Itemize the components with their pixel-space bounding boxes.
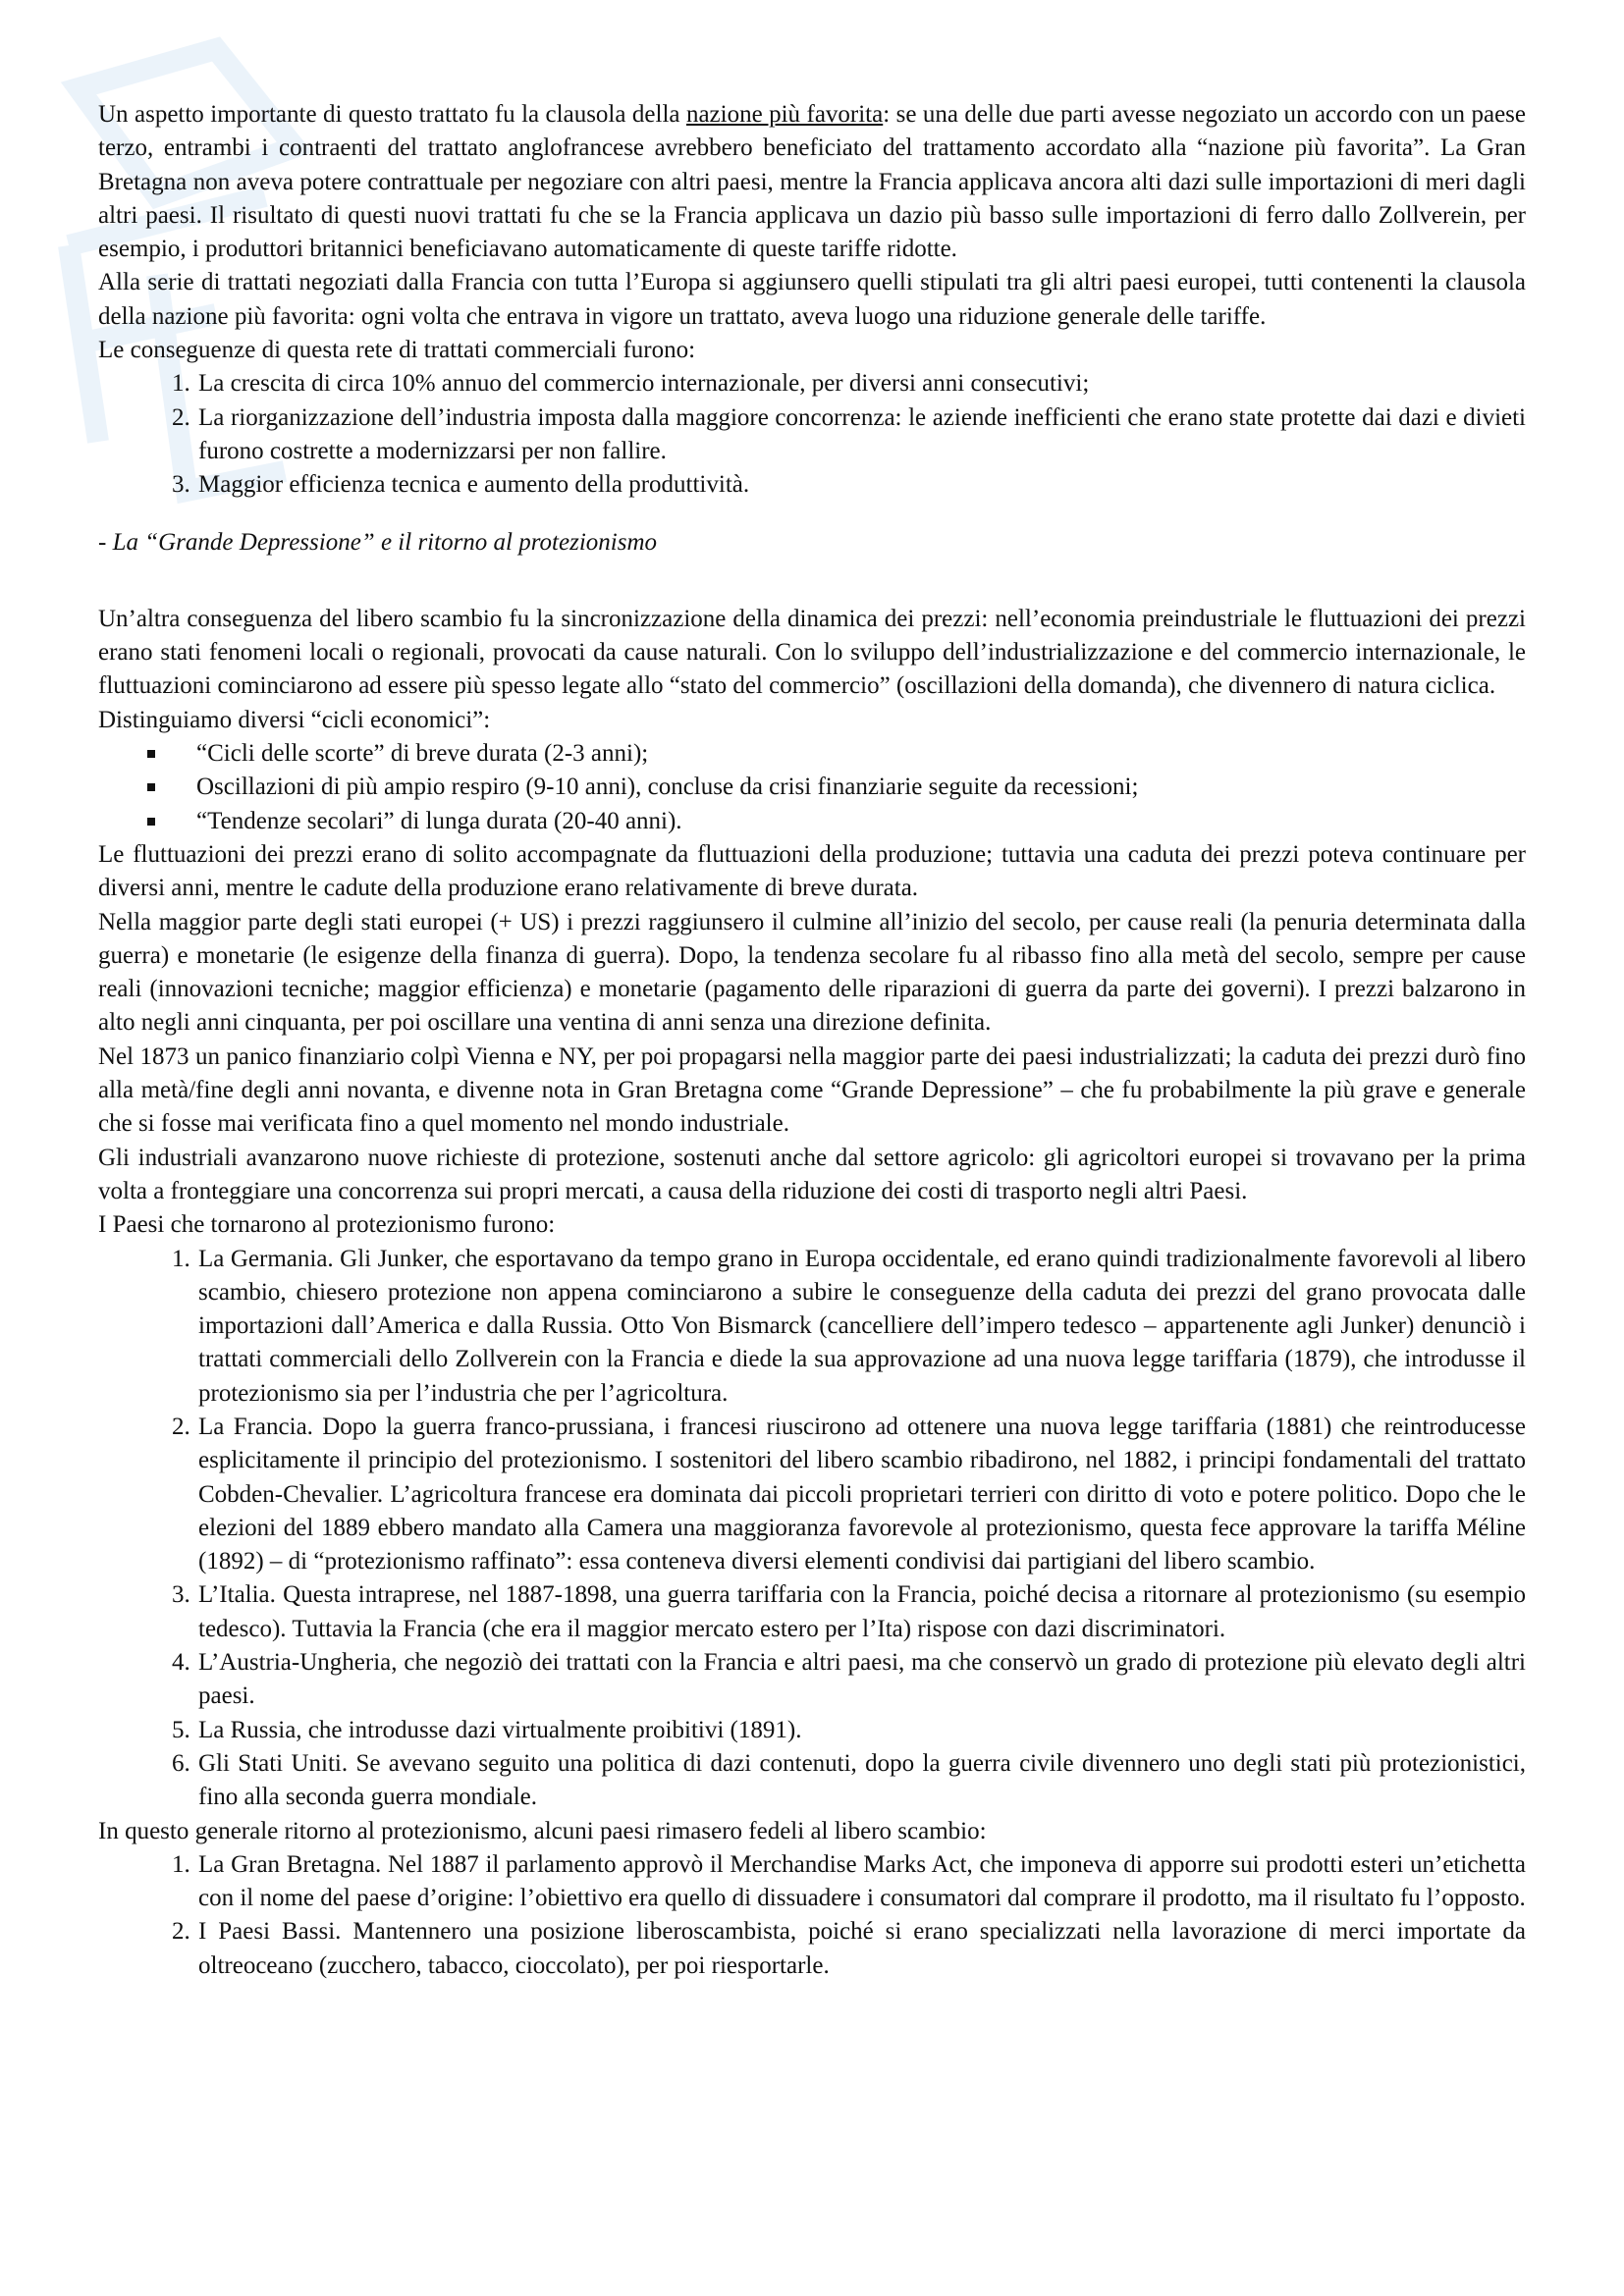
- document-page: [98, 98, 1526, 1983]
- underlined-term: nazione più favorita: [685, 101, 884, 128]
- section-heading: - La “Grande Depressione” e il ritorno al protezionismo: [98, 528, 657, 556]
- list-item: “Cicli delle scorte” di breve durata (2-3 anni);: [196, 737, 1526, 771]
- paragraph: Alla serie di trattati negoziati dalla Francia con tutta l’Europa si aggiunsero quelli stipulati tra gli altri paesi europei, tutti contenenti la clausola della nazione più favorita: ogni volta che entrava in vigore un trattato, aveva luogo una riduzione generale delle tariffe.: [98, 269, 1526, 330]
- list-item: 5. La Russia, che introdusse dazi virtualmente proibitivi (1891).: [196, 1714, 1526, 1747]
- numbered-list: [98, 1243, 1526, 1815]
- list-item: “Tendenze secolari” di lunga durata (20-40 anni).: [196, 805, 1526, 838]
- paragraph: Distinguiamo diversi “cicli economici”:: [98, 706, 491, 733]
- paragraph: Gli industriali avanzarono nuove richieste di protezione, sostenuti anche dal settore agricolo: gli agricoltori europei si trovavano per la prima volta a fronteggiare una concorrenza sui propri mercati, a causa della riduzione dei costi di trasporto negli altri Paesi.: [98, 1144, 1526, 1204]
- numbered-list: [98, 367, 1526, 502]
- list-item: 3. L’Italia. Questa intraprese, nel 1887-1898, una guerra tariffaria con la Francia, poiché decisa a ritornare al protezionismo (su esempio tedesco). Tuttavia la Francia (che era il maggior mercato estero per l’Ita) rispose con dazi discriminatori.: [196, 1578, 1526, 1646]
- list-item: 2. La riorganizzazione dell’industria imposta dalla maggiore concorrenza: le aziende inefficienti che erano state protette dai dazi e divieti furono costrette a modernizzarsi per non fallire.: [196, 401, 1526, 469]
- list-item: Oscillazioni di più ampio respiro (9-10 anni), concluse da crisi finanziarie seguite da recessioni;: [196, 771, 1526, 804]
- bullet-list: [98, 737, 1526, 838]
- list-item: 4. L’Austria-Ungheria, che negoziò dei trattati con la Francia e altri paesi, ma che conservò un grado di protezione più elevato degli altri paesi.: [196, 1646, 1526, 1714]
- list-item: 3. Maggior efficienza tecnica e aumento della produttività.: [196, 468, 1526, 502]
- list-item: 1. La Germania. Gli Junker, che esportavano da tempo grano in Europa occidentale, ed erano quindi tradizionalmente favorevoli al libero scambio, chiesero protezione non appena cominciarono a subire le conseguenze della caduta dei prezzi del grano provocata dalle importazioni dall’America e dalla Russia. Otto Von Bismarck (cancelliere dell’impero tedesco – appartenente agli Junker) denunciò i trattati commerciali dello Zollverein con la Francia e diede la sua approvazione ad una nuova legge tariffaria (1879), che introdusse il protezionismo sia per l’industria che per l’agricoltura.: [196, 1243, 1526, 1411]
- paragraph: Le fluttuazioni dei prezzi erano di solito accompagnate da fluttuazioni della produzione; tuttavia una caduta dei prezzi poteva continuare per diversi anni, mentre le cadute della produzione erano relativamente di breve durata.: [98, 840, 1526, 902]
- list-item: 1. La crescita di circa 10% annuo del commercio internazionale, per diversi anni consecutivi;: [196, 367, 1526, 400]
- paragraph: Nella maggior parte degli stati europei (+ US) i prezzi raggiunsero il culmine all’inizio del secolo, per cause reali (la penuria determinata dalla guerra) e monetarie (le esigenze della finanza di guerra). Dopo, la tendenza secolare fu al ribasso fino alla metà del secolo, sempre per cause reali (innovazioni tecniche; maggior efficienza) e monetarie (pagamento delle riparazioni di guerra da parte dei governi). I prezzi balzarono in alto negli anni cinquanta, per poi oscillare una ventina di anni senza una direzione definita.: [98, 908, 1526, 1037]
- list-item: 6. Gli Stati Uniti. Se avevano seguito una politica di dazi contenuti, dopo la guerra civile divennero uno degli stati più protezionistici, fino alla seconda guerra mondiale.: [196, 1747, 1526, 1815]
- list-item: 2. La Francia. Dopo la guerra franco-prussiana, i francesi riuscirono ad ottenere una nuova legge tariffaria (1881) che reintroducesse esplicitamente il principio del protezionismo. I sostenitori del libero scambio ribadirono, nel 1882, i principi fondamentali del trattato Cobden-Chevalier. L’agricoltura francese era dominata dai piccoli proprietari terrieri con diritto di voto e potere politico. Dopo che le elezioni del 1889 ebbero mandato alla Camera una maggioranza favorevole al protezionismo, questa fece approvare la tariffa Méline (1892) – di “protezionismo raffinato”: essa conteneva diversi elementi condivisi dai partigiani del libero scambio.: [196, 1411, 1526, 1578]
- paragraph: Le conseguenze di questa rete di trattati commerciali furono:: [98, 337, 696, 364]
- paragraph: Nel 1873 un panico finanziario colpì Vienna e NY, per poi propagarsi nella maggior parte dei paesi industrializzati; la caduta dei prezzi durò fino alla metà/fine degli anni novanta, e divenne nota in Gran Bretagna come “Grande Depressione” – che fu probabilmente la più grave e generale che si fosse mai verificata fino a quel momento nel mondo industriale.: [98, 1042, 1526, 1138]
- paragraph: Un’altra conseguenza del libero scambio fu la sincronizzazione della dinamica dei prezzi: nell’economia preindustriale le fluttuazioni dei prezzi erano stati fenomeni locali o regionali, provocati da cause naturali. Con lo sviluppo dell’industrializzazione e del commercio internazionale, le fluttuazioni cominciarono ad essere più spesso legate allo “stato del commercio” (oscillazioni della domanda), che divennero di natura ciclica.: [98, 605, 1526, 700]
- list-item: 2. I Paesi Bassi. Mantennero una posizione liberoscambista, poiché si erano specializzati nella lavorazione di merci importate da oltreoceano (zucchero, tabacco, cioccolato), per poi riesportarle.: [196, 1915, 1526, 1983]
- paragraph: In questo generale ritorno al protezionismo, alcuni paesi rimasero fedeli al libero scambio:: [98, 1817, 987, 1844]
- paragraph: I Paesi che tornarono al protezionismo furono:: [98, 1211, 556, 1239]
- list-item: 1. La Gran Bretagna. Nel 1887 il parlamento approvò il Merchandise Marks Act, che imponeva di apporre sui prodotti esteri un’etichetta con il nome del paese d’origine: l’obiettivo era quello di dissuadere i consumatori dal comprare il prodotto, ma il risultato fu l’opposto.: [196, 1848, 1526, 1916]
- numbered-list: [98, 1848, 1526, 1983]
- paragraph: Un aspetto importante di questo trattato fu la clausola della nazione più favorita: se una delle due parti avesse negoziato un accordo con un paese terzo, entrambi i contraenti del trattato anglofrancese avrebbero beneficiato del trattamento accordato alla “nazione più favorita”. La Gran Bretagna non aveva potere contrattuale per negoziare con altri paesi, mentre la Francia applicava ancora alti dazi sulle importazioni di meri dagli altri paesi. Il risultato di questi nuovi trattati fu che se la Francia applicava un dazio più basso sulle importazioni di ferro dallo Zollverein, per esempio, i produttori britannici beneficiavano automaticamente di queste tariffe ridotte.: [98, 101, 1527, 263]
